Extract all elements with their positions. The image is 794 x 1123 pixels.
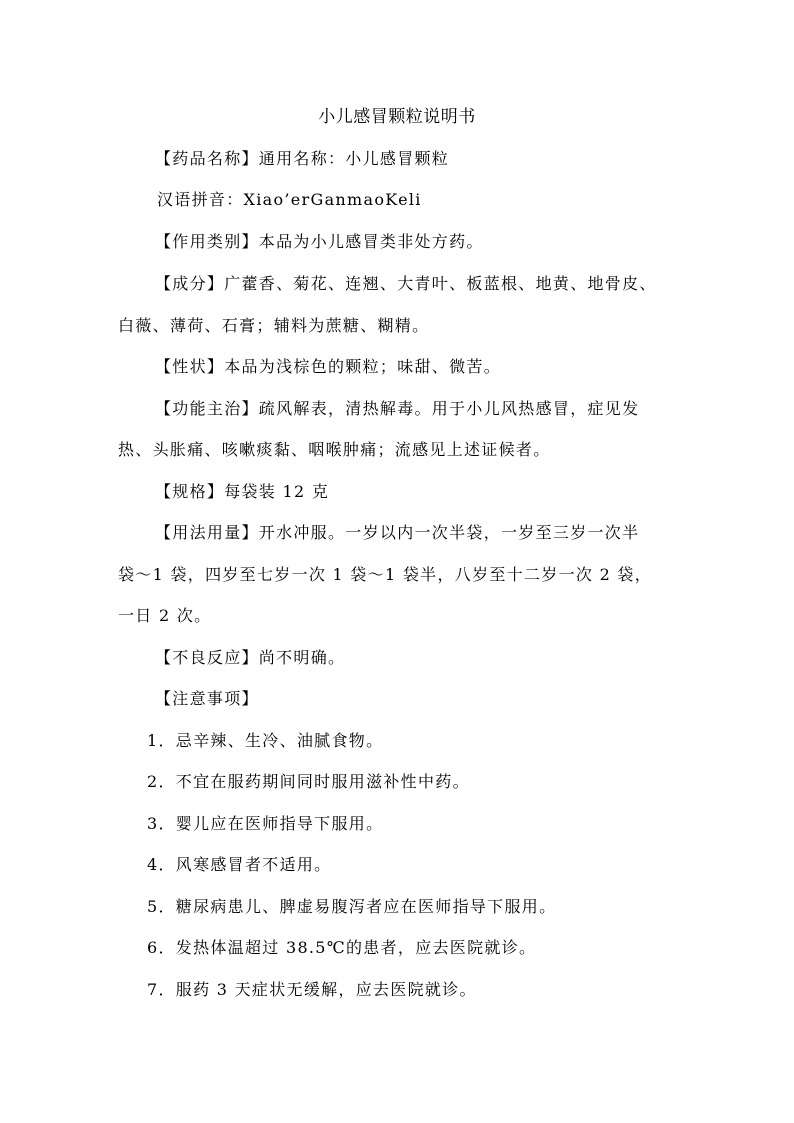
dosage-line-1: 【用法用量】开水冲服。一岁以内一次半袋，一岁至三岁一次半 [155,523,640,542]
specification-line: 【规格】每袋装 12 克 [155,482,330,501]
precautions-heading: 【注意事项】 [155,689,259,708]
indications-line-1: 【功能主治】疏风解表，清热解毒。用于小儿风热感冒，症见发 [155,399,640,418]
dosage-line-2: 袋～1 袋，四岁至七岁一次 1 袋～1 袋半，八岁至十二岁一次 2 袋， [118,565,653,584]
appearance-line: 【性状】本品为浅棕色的颗粒；味甜、微苦。 [155,357,502,376]
dosage-line-3: 一日 2 次。 [118,606,212,625]
ingredients-line-2: 白薇、薄荷、石膏；辅料为蔗糖、糊精。 [118,316,430,335]
precaution-item-1: 1．忌辛辣、生冷、油腻食物。 [147,731,384,750]
document-title: 小儿感冒颗粒说明书 [318,107,476,127]
drug-name-line: 【药品名称】通用名称：小儿感冒颗粒 [155,149,450,168]
pinyin-line: 汉语拼音：Xiao’erGanmaoKeli [157,190,422,209]
precaution-item-2: 2．不宜在服药期间同时服用滋补性中药。 [147,772,470,791]
precaution-item-4: 4．风寒感冒者不适用。 [147,855,332,874]
precaution-item-7: 7．服药 3 天症状无缓解，应去医院就诊。 [147,980,477,999]
adverse-reactions-line: 【不良反应】尚不明确。 [155,648,346,667]
category-line: 【作用类别】本品为小儿感冒类非处方药。 [155,232,484,251]
precaution-item-3: 3．婴儿应在医师指导下服用。 [147,814,384,833]
indications-line-2: 热、头胀痛、咳嗽痰黏、咽喉肿痛；流感见上述证候者。 [118,440,551,459]
precaution-item-6: 6．发热体温超过 38.5℃的患者，应去医院就诊。 [147,938,537,957]
ingredients-line-1: 【成分】广藿香、菊花、连翘、大青叶、板蓝根、地黄、地骨皮、 [155,274,657,293]
precaution-item-5: 5．糖尿病患儿、脾虚易腹泻者应在医师指导下服用。 [147,897,557,916]
